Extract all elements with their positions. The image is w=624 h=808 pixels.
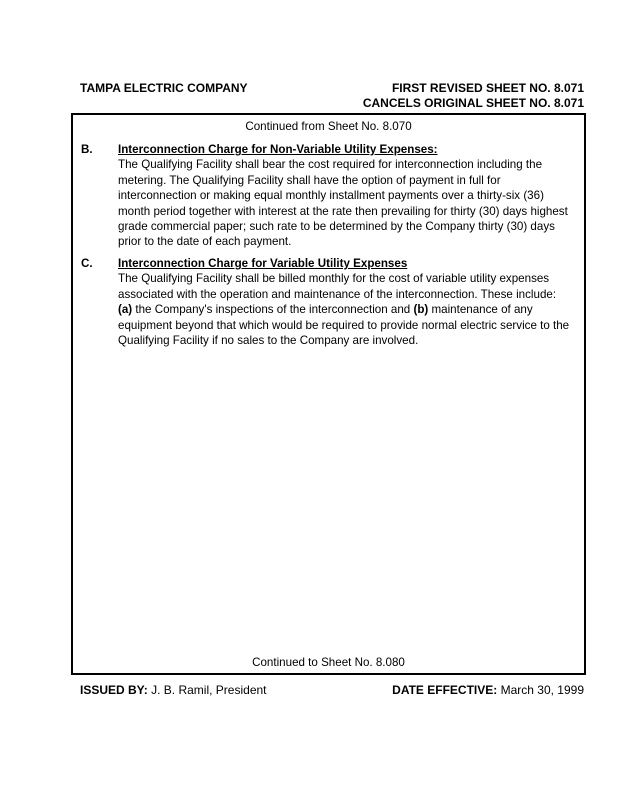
continued-to-note: Continued to Sheet No. 8.080 [252, 656, 405, 669]
item-a-text: the Company's inspections of the interconnection and [132, 303, 414, 317]
issued-by-label: ISSUED BY: [80, 683, 148, 697]
section-c-text [118, 271, 578, 348]
section-c-letter: C. [81, 257, 93, 270]
marker-b: (b) [413, 303, 429, 317]
date-effective-value: March 30, 1999 [497, 683, 584, 697]
section-c [81, 256, 578, 348]
cancels-sheet-number: CANCELS ORIGINAL SHEET NO. 8.071 [362, 95, 584, 110]
section-c-intro: The Qualifying Facility shall be billed monthly for the cost of variable utility expenses associated with the operation and maintenance of the interconnection. These include: [118, 272, 557, 301]
marker-a: (a) [118, 303, 133, 317]
section-b-text: The Qualifying Facility shall bear the cost required for interconnection including the metering. The Qualifying Facility shall have the option of payment in full for interconnection or making equal monthly installment payments over a thirty-six (36) month period together with interest at the rate then prevailing for thirty (30) days highest grade commercial paper; such rate to be determined by the Company thirty (30) days prior to the date of each payment. [118, 158, 568, 249]
issued-by-value: J. B. Ramil, President [147, 683, 267, 697]
section-c-title: Interconnection Charge for Variable Utility Expenses [118, 257, 408, 270]
date-effective-label: DATE EFFECTIVE: [392, 683, 498, 697]
section-b-letter: B. [81, 143, 93, 156]
tariff-content-box [71, 113, 586, 675]
issued-by [80, 683, 267, 697]
date-effective [392, 683, 584, 697]
continued-from-note: Continued from Sheet No. 8.070 [245, 120, 412, 133]
company-name: TAMPA ELECTRIC COMPANY [80, 81, 248, 95]
section-b [81, 142, 578, 250]
sheet-number: FIRST REVISED SHEET NO. 8.071 [391, 81, 584, 95]
sheet-header [363, 81, 584, 110]
item-b-text: maintenance of any equipment beyond that which would be required to provide normal electric service to the Qualifying Facility if no sales to the Company are involved. [118, 303, 570, 348]
section-b-title: Interconnection Charge for Non-Variable Utility Expenses: [118, 143, 438, 156]
